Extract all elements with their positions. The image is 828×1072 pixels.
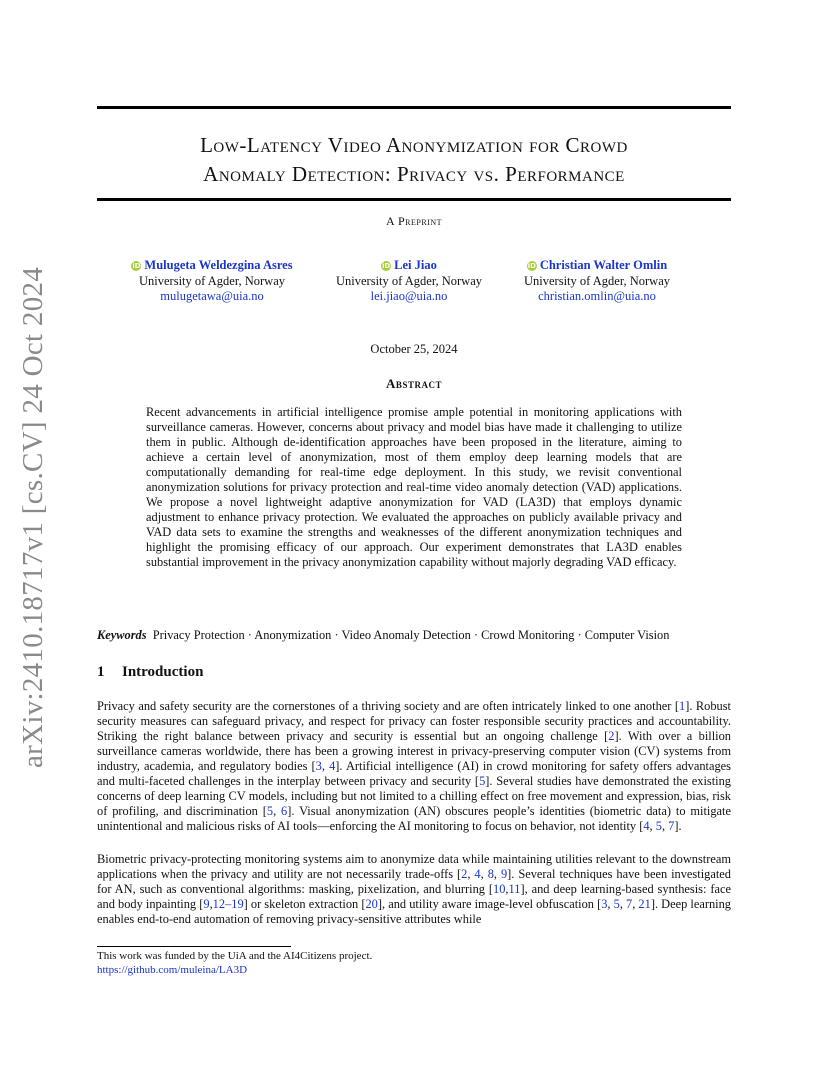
citation-link[interactable]: 10 <box>493 882 506 896</box>
author-email[interactable]: lei.jiao@uia.no <box>370 289 448 303</box>
section-heading <box>97 664 203 681</box>
citation-link[interactable]: 3 <box>601 897 608 911</box>
citation-link[interactable]: 2 <box>608 729 615 743</box>
title-top-rule <box>97 106 731 109</box>
author-affiliation: University of Agder, Norway <box>524 273 670 288</box>
keywords-label: Keywords <box>97 628 147 642</box>
paragraph-text: Privacy and safety security are the cornerstones of a thriving society and are often intricately linked to one another [ <box>97 699 679 713</box>
citation-link[interactable]: 9 <box>203 897 210 911</box>
paragraph-text: , <box>649 819 656 833</box>
citation-link[interactable]: 8 <box>487 867 494 881</box>
arxiv-sidebar-stamp: arXiv:2410.18717v1 [cs.CV] 24 Oct 2024 <box>17 266 49 768</box>
citation-link[interactable]: 4 <box>474 867 481 881</box>
paragraph-text: , <box>632 897 639 911</box>
title-bottom-rule <box>97 198 731 201</box>
citation-link[interactable]: 1 <box>678 699 686 713</box>
keywords-list: Privacy Protection · Anonymization · Video Anomaly Detection · Crowd Monitoring · Computer Vision <box>152 628 670 642</box>
citation-link[interactable]: 21 <box>638 897 651 911</box>
paragraph-text: Biometric privacy-protecting monitoring systems aim to anonymize data while maintaining utilities relevant to the downstream applications when the privacy and utility are not necessarily trade-offs [ <box>97 852 731 881</box>
paragraph-text: ]. <box>674 819 682 833</box>
citation-link[interactable]: 4 <box>329 759 336 773</box>
citation-link[interactable]: 5 <box>613 897 620 911</box>
citation-link[interactable]: 7 <box>668 819 675 833</box>
paragraph-text: , <box>321 759 330 773</box>
paragraph-text: ]. With over a billion surveillance cameras worldwide, there has been a growing interest in privacy-preserving computer vision (CV) systems from industry, academia, and regulatory bodies [ <box>97 729 731 773</box>
citation-link[interactable]: 12–19 <box>212 897 244 911</box>
citation-link[interactable]: 4 <box>643 819 650 833</box>
paragraph-text: , <box>467 867 475 881</box>
citation-link[interactable]: 2 <box>461 867 468 881</box>
citation-link[interactable]: 5 <box>479 774 486 788</box>
orcid-icon[interactable]: iD <box>527 262 536 270</box>
footnote-rule <box>97 946 291 947</box>
footnote-funding: This work was funded by the UiA and the AI4Citizens project. <box>97 950 373 962</box>
paragraph-text: ]. Robust security measures can safeguard privacy, and respect for privacy can foster responsible security practices and accountability. Striking the right balance between privacy and security is essential but an ongoing challenge [ <box>97 699 731 743</box>
citation-link[interactable]: 11 <box>508 882 521 896</box>
paragraph-text: , <box>493 867 501 881</box>
author-block-3 <box>502 258 692 305</box>
paragraph-text: , <box>480 867 488 881</box>
intro-paragraph-1 <box>97 699 731 834</box>
intro-paragraph-2 <box>97 852 731 927</box>
paragraph-text: ], and utility aware image-level obfuscation [ <box>377 897 602 911</box>
citation-link[interactable]: 6 <box>281 804 288 818</box>
author-name[interactable]: Mulugeta Weldezgina Asres <box>144 258 293 272</box>
paragraph-text: , <box>607 897 614 911</box>
orcid-icon[interactable]: iD <box>132 262 141 270</box>
paragraph-text: ] or skeleton extraction [ <box>243 897 366 911</box>
abstract-heading: Abstract <box>386 376 442 391</box>
paragraph-text: ]. Deep learning enables end-to-end automation of removing privacy-sensitive attributes while <box>97 897 731 926</box>
section-title: Introduction <box>122 664 204 680</box>
author-name[interactable]: Christian Walter Omlin <box>539 258 668 272</box>
paragraph-text: ], and deep learning-based synthesis: face and body inpainting [ <box>97 882 731 911</box>
title-line-2: Anomaly Detection: Privacy vs. Performance <box>203 162 625 186</box>
citation-link[interactable]: 3 <box>315 759 322 773</box>
author-name[interactable]: Lei Jiao <box>394 258 437 272</box>
paper-title <box>97 131 731 189</box>
author-block-2 <box>314 258 504 305</box>
abstract-text: Recent advancements in artificial intelligence promise ample potential in monitoring applications with surveillance cameras. However, concerns about privacy and model bias have made it challenging to utilize them in public. Although de-identification approaches have been proposed in the literature, aiming to achieve a certain level of anonymization, most of them employ deep learning models that are computationally demanding for real-time edge deployment. In this study, we revisit conventional anonymization solutions for privacy protection and real-time video anomaly detection (VAD) applications. We propose a novel lightweight adaptive anonymization for VAD (LA3D) that employs dynamic adjustment to enhance privacy protection. We evaluated the approaches on publicly available privacy and VAD data sets to examine the strengths and weaknesses of the different anonymization techniques and highlight the promising efficacy of our approach. Our experiment demonstrates that LA3D enables substantial improvement in the privacy anonymization capability without majorly degrading VAD efficacy. <box>146 405 682 569</box>
preprint-label: A Preprint <box>385 214 442 228</box>
paragraph-text: , <box>619 897 627 911</box>
author-block-1 <box>112 258 312 305</box>
author-email[interactable]: christian.omlin@uia.no <box>538 289 656 303</box>
paragraph-text: , <box>661 819 669 833</box>
publication-date: October 25, 2024 <box>370 342 458 356</box>
citation-link[interactable]: 5 <box>266 804 274 818</box>
citation-link[interactable]: 20 <box>365 897 378 911</box>
author-affiliation: University of Agder, Norway <box>139 273 285 288</box>
keywords-line <box>97 628 737 643</box>
citation-link[interactable]: 9 <box>500 867 508 881</box>
paragraph-text: ]. Several studies have demonstrated the existing concerns of deep learning CV models, including but not limited to a chilling effect on free movement and expression, bias, risk of profiling, and discrimination [ <box>97 774 731 818</box>
author-email[interactable]: mulugetawa@uia.no <box>160 289 264 303</box>
author-affiliation: University of Agder, Norway <box>336 273 482 288</box>
github-link[interactable]: https://github.com/muleina/LA3D <box>97 963 248 976</box>
orcid-icon[interactable]: iD <box>382 262 391 270</box>
paragraph-text: ]. Visual anonymization (AN) obscures people’s identities (biometric data) to mitigate unintentional and malicious risks of AI tools—enforcing the AI monitoring to focus on behavior, not identity [ <box>97 804 731 833</box>
paragraph-text: , <box>209 897 213 911</box>
section-number: 1 <box>97 664 105 680</box>
paragraph-text: ]. Artificial intelligence (AI) in crowd monitoring for safety offers advantages and multi-faceted challenges in the interplay between privacy and security [ <box>97 759 731 788</box>
title-line-1: Low-Latency Video Anonymization for Crowd <box>200 133 628 157</box>
paragraph-text: ]. Several techniques have been investigated for AN, such as conventional algorithms: masking, pixelization, and blurring [ <box>97 867 731 896</box>
citation-link[interactable]: 7 <box>626 897 633 911</box>
footnote <box>97 950 372 977</box>
citation-link[interactable]: 5 <box>655 819 662 833</box>
paragraph-text: , <box>273 804 282 818</box>
paragraph-text: , <box>505 882 509 896</box>
